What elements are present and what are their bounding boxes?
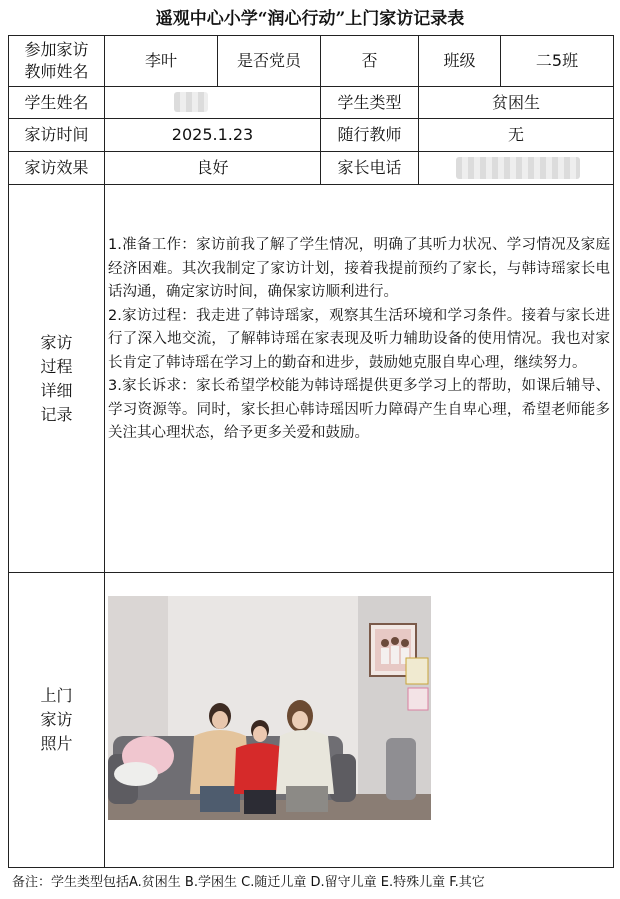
visit-photo-label: 上门 家访 照片 xyxy=(40,686,73,753)
student-name-redaction xyxy=(174,92,208,112)
parent-phone-label: 家长电话 xyxy=(337,158,402,177)
process-record-content xyxy=(108,234,610,446)
process-paragraph: 1.准备工作：家访前我了解了学生情况，明确了其听力状况、学习情况及家庭经济困难。其次我制定了家访计划，接着我提前预约了家长，与韩诗瑶家长电话沟通，确定家访时间，确保家访顺利进行。 xyxy=(108,237,610,300)
footnote: 备注：学生类型包括A.贫困生 B.学困生 C.随迁儿童 D.留守儿童 E.特殊儿童 F.其它 xyxy=(12,875,485,890)
companion-teacher-label: 随行教师 xyxy=(337,125,402,144)
process-paragraph: 2.家访过程：我走进了韩诗瑶家，观察其生活环境和学习条件。接着与家长进行了深入地交流，了解韩诗瑶在家表现及听力辅助设备的使用情况。我也对家长肯定了韩诗瑶在学习上的勤奋和进步，鼓励她克服自卑心理，继续努力。 xyxy=(108,307,610,371)
process-record-label: 家访 过程 详细 记录 xyxy=(40,332,73,424)
teacher-name-label: 参加家访 教师姓名 xyxy=(24,40,89,81)
student-name-value xyxy=(105,87,320,118)
visit-photo xyxy=(108,596,431,820)
document-title: 遥观中心小学“润心行动”上门家访记录表 xyxy=(155,9,465,29)
teacher-name-value: 李叶 xyxy=(144,51,177,70)
visit-effect-label: 家访效果 xyxy=(24,158,89,177)
student-name-label: 学生姓名 xyxy=(24,92,89,112)
class-label: 班级 xyxy=(443,51,476,70)
class-value: 二5班 xyxy=(535,51,579,70)
visit-time-label: 家访时间 xyxy=(24,125,89,144)
party-member-value: 否 xyxy=(361,51,378,70)
table-border-right xyxy=(613,35,614,868)
companion-teacher-value: 无 xyxy=(507,125,524,144)
party-member-label: 是否党员 xyxy=(236,51,301,70)
parent-phone-redaction xyxy=(456,157,580,179)
process-paragraph: 3.家长诉求：家长希望学校能为韩诗瑶提供更多学习上的帮助，如课后辅导、学习资源等。同时，家长担心韩诗瑶因听力障碍产生自卑心理，希望老师能多关注其心理状态，给予更多关爱和鼓励。 xyxy=(108,378,610,441)
student-type-value: 贫困生 xyxy=(491,92,540,112)
table-border-bottom xyxy=(8,867,614,868)
student-type-label: 学生类型 xyxy=(337,92,402,112)
visit-time-value: 2025.1.23 xyxy=(171,125,254,144)
visit-effect-value: 良好 xyxy=(196,158,229,177)
